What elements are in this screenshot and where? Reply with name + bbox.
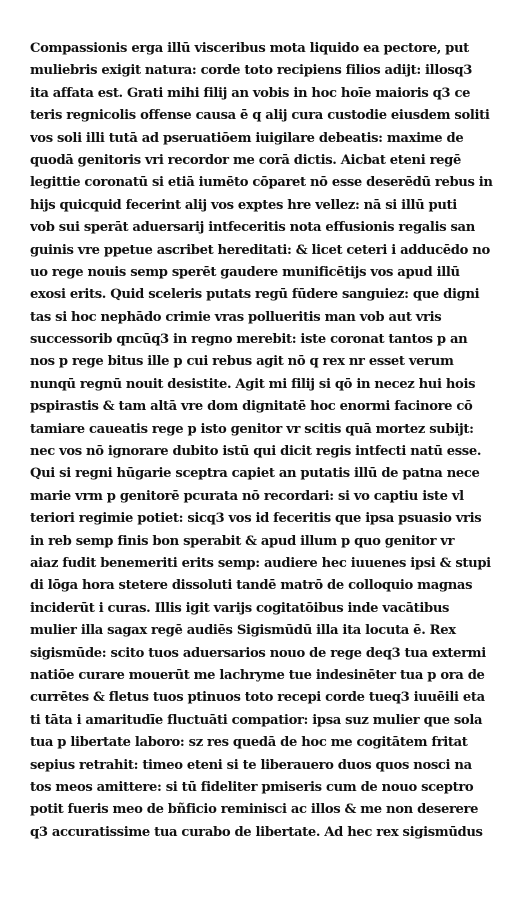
text-line: potit fueris meo de bñficio reminisci ac illos & me non deserere xyxy=(30,802,479,818)
text-line: teriori regimie potiet: sicq3 vos id feceritis que ipsa psuasio vris xyxy=(30,511,482,527)
text-column xyxy=(30,38,526,844)
text-line: currētes & fletus tuos ptinuos toto recepi corde tueq3 iuuēili eta xyxy=(30,690,485,706)
text-line: marie vrm p genitorē pcurata nō recordari: si vo captiu iste vl xyxy=(30,488,464,504)
text-line: guinis vre ppetue ascribet hereditati: & licet ceteri i adducēdo no xyxy=(30,242,490,258)
text-line: exosi erits. Quid sceleris putats regū fūdere sanguiez: que digni xyxy=(30,287,480,303)
text-line: nunqū regnū nouit desistite. Agit mi filij si qō in necez hui hois xyxy=(30,376,476,392)
text-line: successorib qncūq3 in regno merebit: iste coronat tantos p an xyxy=(30,332,468,348)
text-line: quodā genitoris vri recordor me corā dictis. Aicbat eteni regē xyxy=(30,152,462,168)
text-line: hijs quicquid fecerint alij vos exptes hre vellez: nā si illū puti xyxy=(30,197,457,213)
text-line: ti tāta i amaritudīe fluctuāti compatior: ipsa suz mulier que sola xyxy=(30,712,483,728)
text-line: vos soli illi tutā ad pseruatiōem iuigilare debeatis: maxime de xyxy=(30,130,464,146)
text-line: legittie coronatū si etiā iumēto cōparet nō esse deserēdū rebus in xyxy=(30,175,493,191)
text-line: in reb semp finis bon sperabit & apud illum p quo genitor vr xyxy=(30,533,455,549)
text-line: di lōga hora stetere dissoluti tandē matrō de colloquio magnas xyxy=(30,578,473,594)
text-line: nos p rege bitus ille p cui rebus agit nō q rex nr esset verum xyxy=(30,354,454,370)
text-line: aiaz fudit benemeriti erits semp: audiere hec iuuenes ipsi & stupi xyxy=(30,555,491,571)
text-line: muliebris exigit natura: corde toto recipiens filios adijt: illosq3 xyxy=(30,63,473,79)
text-line: q3 accuratissime tua curabo de libertate. Ad hec rex sigismūdus xyxy=(30,824,483,840)
text-line: tamiare caueatis rege p isto genitor vr scitis quā mortez subijt: xyxy=(30,421,474,437)
text-line: uo rege nouis semp sperēt gaudere munificētijs vos apud illū xyxy=(30,264,460,280)
text-line: tua p libertate laboro: sz res quedā de hoc me cogitātem fritat xyxy=(30,735,468,751)
text-line: tos meos amittere: si tū fideliter pmiseris cum de nouo sceptro xyxy=(30,779,474,795)
text-line: pspirastis & tam altā vre dom dignitatē hoc enormi facinore cō xyxy=(30,399,473,415)
text-line: natiōe curare mouerūt me lachryme tue indesinēter tua p ora de xyxy=(30,667,485,683)
text-line: sepius retrahit: timeo eteni si te liberauero duos quos nosci na xyxy=(30,757,472,773)
text-line: teris regnicolis offense causa ē q alij cura custodie eiusdem soliti xyxy=(30,108,490,124)
text-line: mulier illa sagax regē audiēs Sigismūdū illa ita locuta ē. Rex xyxy=(30,623,456,639)
text-line: ita affata est. Grati mihi filij an vobis in hoc hoīe maioris q3 ce xyxy=(30,85,471,101)
text-line: tas si hoc nephādo crimie vras pollueritis man vob aut vris xyxy=(30,309,442,325)
text-line: vob sui sperāt aduersarij intfeceritis nota effusionis regalis san xyxy=(30,220,475,236)
text-line: nec vos nō ignorare dubito istū qui dicit regis intfecti natū esse. xyxy=(30,444,482,460)
text-line: Compassionis erga illū visceribus mota liquido ea pectore, put xyxy=(30,41,469,56)
text-line: inciderūt i curas. Illis igit varijs cogitatōibus inde vacātibus xyxy=(30,600,450,616)
text-line: sigismūde: scito tuos aduersarios nouo de rege deq3 tua extermi xyxy=(30,645,486,661)
text-line: Qui si regni hūgarie sceptra capiet an putatis illū de patna nece xyxy=(30,466,480,482)
